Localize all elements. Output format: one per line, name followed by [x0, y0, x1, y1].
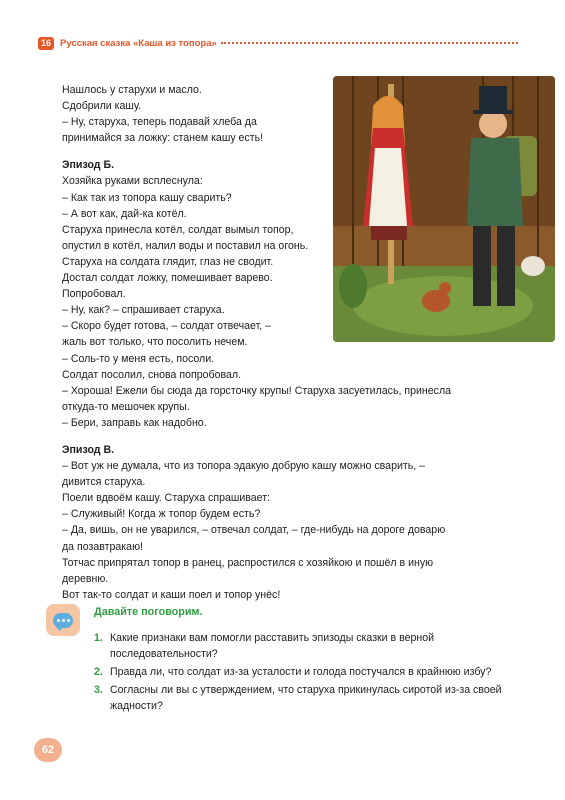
story-line: жаль вот только, что посолить нечем. — [62, 336, 248, 349]
story-line: – Как так из топора кашу сварить? — [62, 191, 232, 204]
soldier-and-old-woman-illustration — [333, 76, 555, 342]
story-line: – Ну, старуха, теперь подавай хлеба да — [62, 116, 257, 129]
story-line: – Хороша! Ежели бы сюда да горсточку крупы! Старуха засуетилась, принесла — [62, 384, 452, 397]
story-line: Старуха на солдата глядит, глаз не сводит. — [62, 255, 274, 268]
story-line: – А вот как, дай-ка котёл. — [62, 207, 187, 220]
story-line: Вот так-то солдат и каши поел и топор унёс! — [62, 588, 281, 601]
story-line: – Да, вишь, он не уварился, – отвечал солдат, – где-нибудь на дороге доварю — [62, 524, 446, 537]
story-line: – Соль-то у меня есть, посоли. — [62, 352, 215, 365]
story-line: Поели вдвоём кашу. Старуха спрашивает: — [62, 492, 271, 505]
story-line: – Служивый! Когда ж топор будем есть? — [62, 508, 261, 521]
story-line: – Скоро будет готова, – солдат отвечает, – — [62, 320, 272, 333]
story-line: Старуха принесла котёл, солдат вымыл топор, — [62, 223, 294, 236]
question-text: Какие признаки вам помогли расставить эпизоды сказки в верной последовательности? — [110, 632, 435, 660]
page-header — [38, 36, 518, 50]
discussion-questions — [94, 630, 514, 716]
discussion-title: Давайте поговорим. — [94, 606, 203, 618]
episode-b-heading: Эпизод Б. — [62, 159, 115, 172]
story-line: – Бери, заправь как надобно. — [62, 416, 207, 429]
story-line: Достал солдат ложку, помешивает варево. — [62, 272, 273, 285]
question-number: 3. — [94, 684, 103, 696]
question-number: 1. — [94, 632, 103, 644]
lesson-number-badge: 16 — [38, 37, 54, 50]
discussion-icon-tile — [46, 604, 80, 636]
story-line: опустил в котёл, налил воды и поставил на огонь. — [62, 239, 309, 252]
lesson-title: Русская сказка «Каша из топора» — [60, 37, 217, 49]
story-line: Попробовал. — [62, 288, 126, 301]
question-text: Правда ли, что солдат из-за усталости и голода постучался в крайнюю избу? — [110, 666, 492, 678]
story-line: Нашлось у старухи и масло. — [62, 84, 202, 96]
question-item — [94, 664, 514, 680]
story-line: Тотчас припрятал топор в ранец, распростился с хозяйкою и пошёл в иную — [62, 556, 434, 569]
question-item — [94, 630, 514, 662]
page-number: 62 — [34, 738, 62, 762]
story-line: принимайся за ложку: станем кашу есть! — [62, 132, 264, 145]
question-number: 2. — [94, 666, 103, 678]
question-item — [94, 682, 514, 714]
story-line: откуда-то мешочек крупы. — [62, 400, 190, 413]
question-text: Согласны ли вы с утверждением, что старуха прикинулась сиротой из-за своей жадности? — [110, 684, 502, 712]
story-line: – Вот уж не думала, что из топора эдакую добрую кашу можно сварить, – — [62, 460, 426, 473]
story-line: деревню. — [62, 572, 109, 585]
story-line: Хозяйка руками всплеснула: — [62, 175, 203, 188]
story-line: да позавтракаю! — [62, 540, 143, 553]
speech-bubble-icon — [53, 613, 73, 628]
header-dotted-rule — [221, 42, 518, 44]
story-line: дивится старуха. — [62, 476, 146, 489]
story-line: Солдат посолил, снова попробовал. — [62, 368, 242, 381]
episode-c-heading: Эпизод В. — [62, 443, 115, 456]
story-illustration — [333, 76, 555, 342]
story-line: Сдобрили кашу. — [62, 100, 142, 113]
story-line: – Ну, как? – спрашивает старуха. — [62, 304, 225, 317]
